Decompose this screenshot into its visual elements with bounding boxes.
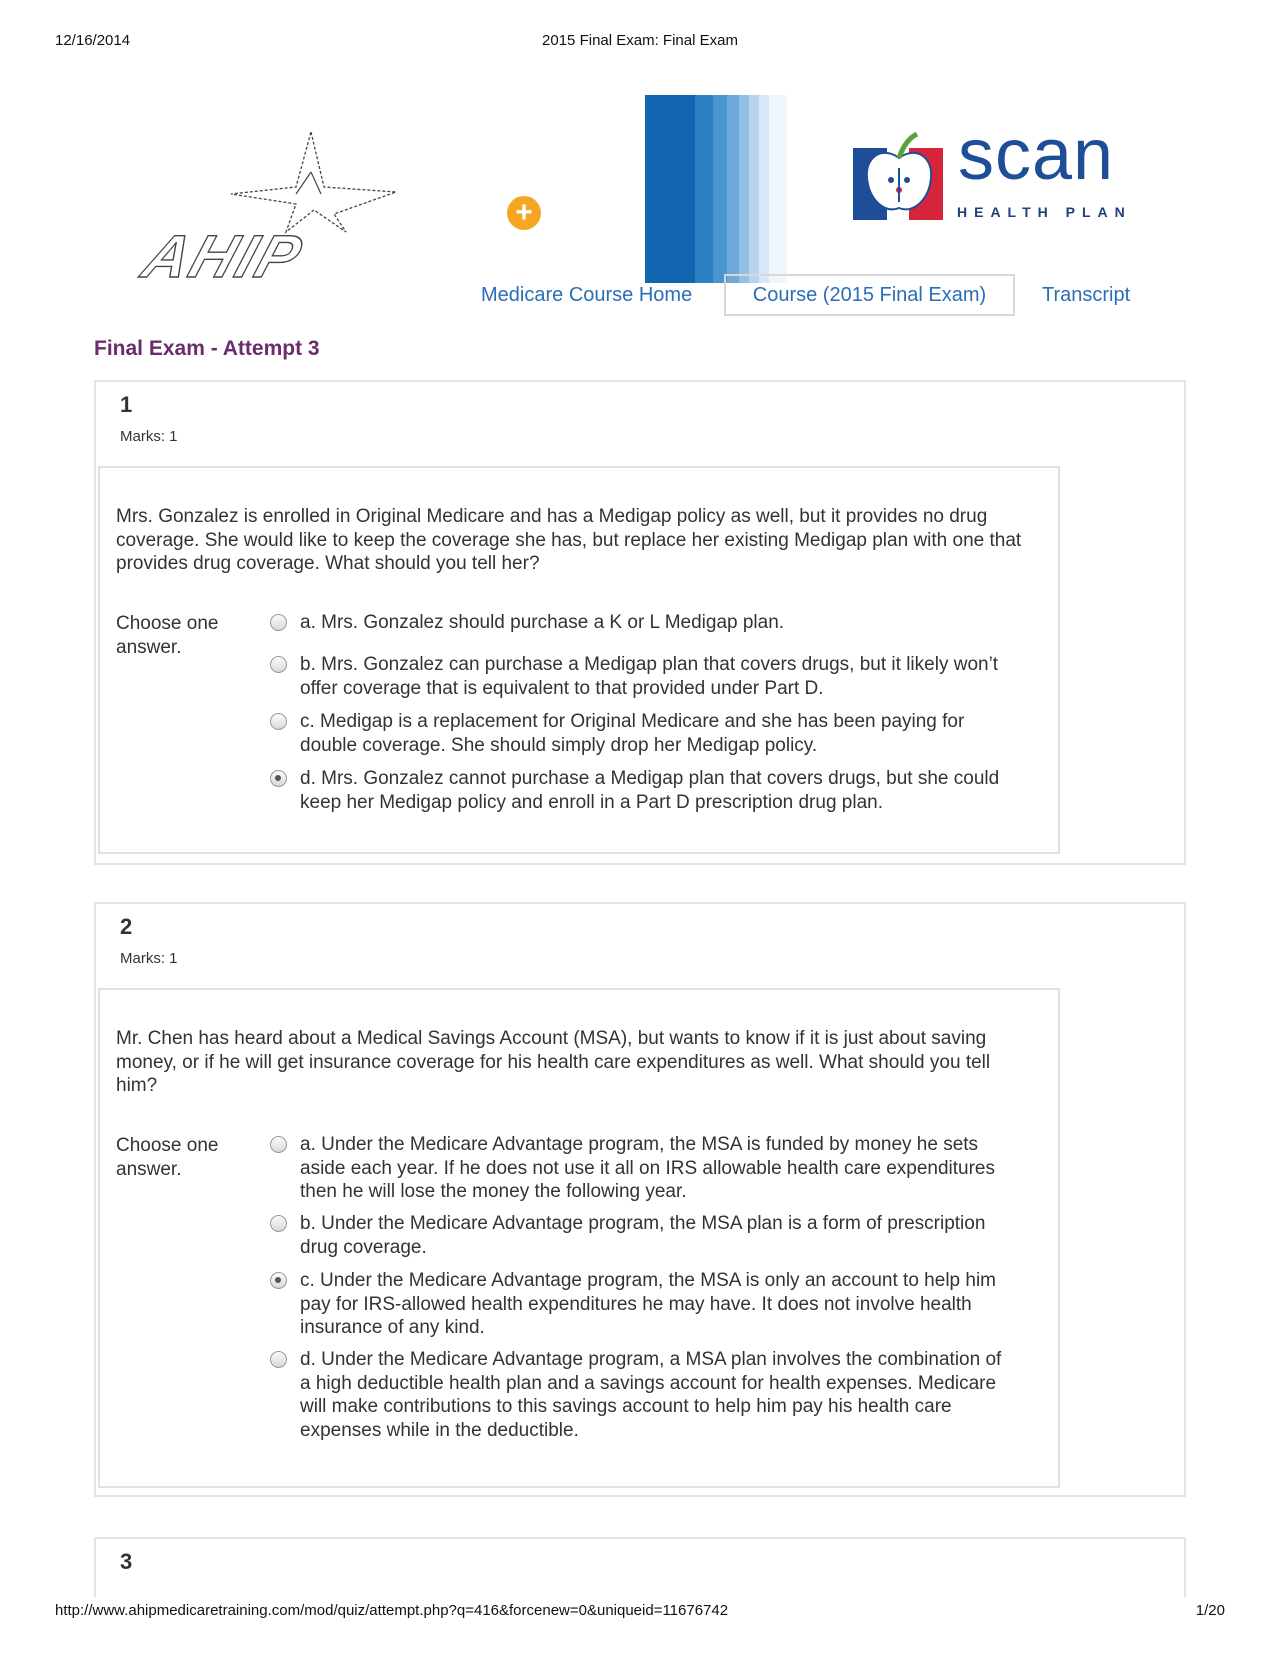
answer-text: d. Mrs. Gonzalez cannot purchase a Medigap plan that covers drugs, but she could keep her Medigap policy and enroll in a Part D prescription drug plan. xyxy=(300,768,1000,813)
ahip-logo xyxy=(135,132,404,290)
scan-wordmark: scan xyxy=(958,115,1115,195)
question-number: 1 xyxy=(120,392,133,417)
answer-text: b. Under the Medicare Advantage program, the MSA plan is a form of prescription drug coverage. xyxy=(300,1213,986,1258)
answer-text: c. Under the Medicare Advantage program, the MSA is only an account to help him pay for IRS-allowed health expenditures he may have. It does not involve health insurance of any kind. xyxy=(300,1270,996,1338)
question-card-2 xyxy=(94,902,1186,1497)
choose-one-label: Choose one answer. xyxy=(116,613,219,658)
answer-text: a. Mrs. Gonzalez should purchase a K or L Medigap plan. xyxy=(300,612,785,633)
print-footer xyxy=(55,1602,1225,1622)
blue-gradient-banner xyxy=(645,95,787,283)
answer-text: d. Under the Medicare Advantage program, a MSA plan involves the combination of a high deductible health plan and a savings account for health expenses. Medicare will make contributions to this savings account to help him pay his health care expenses while in the deductible. xyxy=(300,1349,1002,1441)
question-card-1 xyxy=(94,380,1186,865)
scan-health-plan-logo xyxy=(853,115,1132,228)
question-text: Mrs. Gonzalez is enrolled in Original Medicare and has a Medigap policy as well, but it provides no drug coverage. She would like to keep the coverage she has, but replace her existing Medigap plan with one that provides drug coverage. What should you tell her? xyxy=(116,506,1022,574)
print-header xyxy=(55,32,1225,52)
plus-icon: + xyxy=(507,196,541,230)
page-title: Final Exam - Attempt 3 xyxy=(94,337,320,360)
question-marks: Marks: 1 xyxy=(120,428,178,445)
radio-button[interactable] xyxy=(270,713,287,730)
question-number: 3 xyxy=(120,1549,133,1574)
nav-transcript[interactable]: Transcript xyxy=(1042,284,1131,306)
ahip-wordmark: AHIP xyxy=(135,223,313,290)
nav-course-2015-final-exam[interactable]: Course (2015 Final Exam) xyxy=(724,274,1015,316)
radio-button[interactable] xyxy=(270,656,287,673)
choose-one-label: Choose one answer. xyxy=(116,1135,219,1180)
page-number: 1/20 xyxy=(1195,1602,1225,1619)
answer-text: c. Medigap is a replacement for Original Medicare and she has been paying for double coverage. She should simply drop her Medigap policy. xyxy=(300,711,965,756)
question-card-3 xyxy=(94,1537,1186,1597)
health-plan-tagline: HEALTH PLAN xyxy=(957,204,1132,220)
question-body xyxy=(98,466,1060,854)
question-text: Mr. Chen has heard about a Medical Savings Account (MSA), but wants to know if it is just about saving money, or if he will get insurance coverage for his health care expenditures as well. What should you tell him? xyxy=(116,1028,991,1096)
radio-button-selected[interactable] xyxy=(270,1272,287,1289)
print-title: 2015 Final Exam: Final Exam xyxy=(542,32,738,49)
nav-medicare-course-home[interactable]: Medicare Course Home xyxy=(481,284,693,306)
radio-button-selected[interactable] xyxy=(270,770,287,787)
answer-text: a. Under the Medicare Advantage program, the MSA is funded by money he sets aside each year. If he does not use it all on IRS allowable health care expenditures then he will lose the money the following year. xyxy=(300,1134,995,1202)
question-number: 2 xyxy=(120,914,133,939)
radio-button[interactable] xyxy=(270,1215,287,1232)
radio-button[interactable] xyxy=(270,1136,287,1153)
apple-icon xyxy=(853,128,949,228)
question-marks: Marks: 1 xyxy=(120,950,178,967)
print-date: 12/16/2014 xyxy=(55,32,131,49)
answer-text: b. Mrs. Gonzalez can purchase a Medigap plan that covers drugs, but it likely won’t offer coverage that is equivalent to that provided under Part D. xyxy=(300,654,999,699)
radio-button[interactable] xyxy=(270,1351,287,1368)
radio-button[interactable] xyxy=(270,614,287,631)
page-url: http://www.ahipmedicaretraining.com/mod/quiz/attempt.php?q=416&forcenew=0&uniqueid=11676742 xyxy=(55,1602,729,1619)
question-body xyxy=(98,988,1060,1488)
